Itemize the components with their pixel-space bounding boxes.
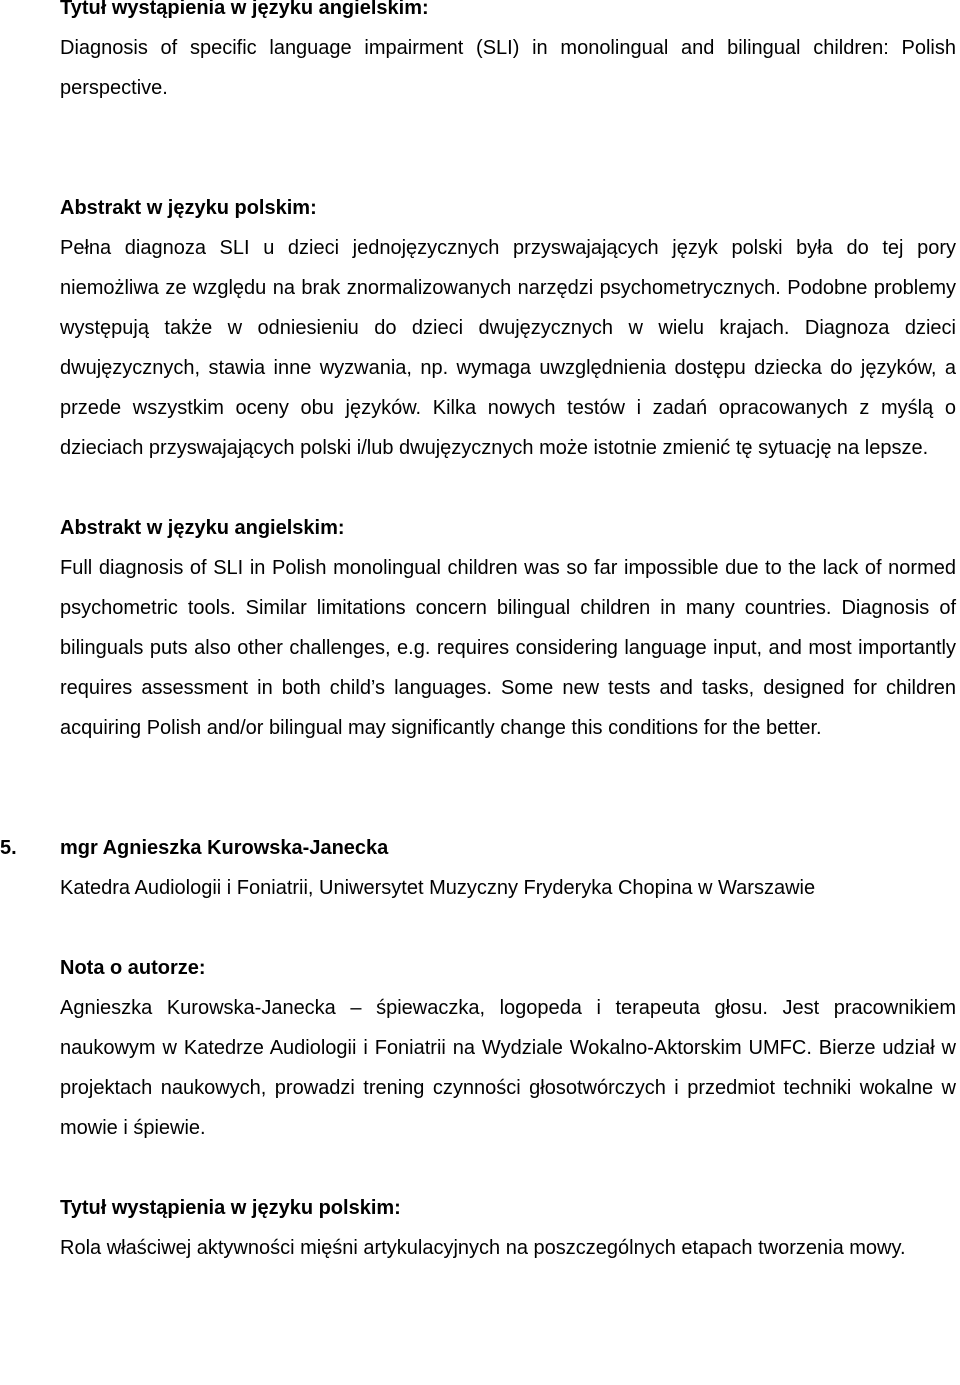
note-text: Agnieszka Kurowska-Janecka – śpiewaczka, logopeda i terapeuta głosu. Jest pracownikiem naukowym w Katedrze Audiologii i Foniatrii na Wydziale Wokalno-Aktorskim UMFC. Bierze udział w projektach naukowych, prowadzi trening czynności głosotwórczych i przedmiot techniki wokalne w mowie i śpiewie. [60, 997, 956, 1139]
abstract-pl-heading: Abstrakt w języku polskim: [60, 197, 317, 219]
author-name: mgr Agnieszka Kurowska-Janecka [60, 837, 389, 859]
author-number: 5. [0, 837, 17, 859]
title-en-heading: Tytuł wystąpienia w języku angielskim: [60, 0, 429, 19]
note-heading: Nota o autorze: [60, 957, 206, 979]
abstract-en-text: Full diagnosis of SLI in Polish monolingual children was so far impossible due to the lack of normed psychometric tools. Similar limitations concern bilingual children in many countries. Diagnosis of bilinguals puts also other challenges, e.g. requires considering language input, and most importantly requires assessment in both child’s languages. Some new tests and tasks, designed for children acquiring Polish and/or bilingual may significantly change this conditions for the better. [60, 557, 956, 739]
title-en-text: Diagnosis of specific language impairment (SLI) in monolingual and bilingual children: Polish perspective. [60, 37, 956, 99]
abstract-pl-text: Pełna diagnoza SLI u dzieci jednojęzycznych przyswajających język polski była do tej pory niemożliwa ze względu na brak znormalizowanych narzędzi psychometrycznych. Podobne problemy występują także w odniesieniu do dzieci dwujęzycznych w wielu krajach. Diagnoza dzieci dwujęzycznych, stawia inne wyzwania, np. wymaga uwzględnienia dostępu dziecka do języków, a przede wszystkim oceny obu języków. Kilka nowych testów i zadań opracowanych z myślą o dzieciach przyswajających polski i/lub dwujęzycznych może istotnie zmienić tę sytuację na lepsze. [60, 237, 956, 459]
title-pl-text: Rola właściwej aktywności mięśni artykulacyjnych na poszczególnych etapach tworzenia mowy. [60, 1237, 906, 1259]
abstract-en-heading: Abstrakt w języku angielskim: [60, 517, 345, 539]
title-pl-heading: Tytuł wystąpienia w języku polskim: [60, 1197, 401, 1219]
author-heading [0, 828, 956, 868]
author-affiliation: Katedra Audiologii i Foniatrii, Uniwersytet Muzyczny Fryderyka Chopina w Warszawie [60, 877, 816, 899]
